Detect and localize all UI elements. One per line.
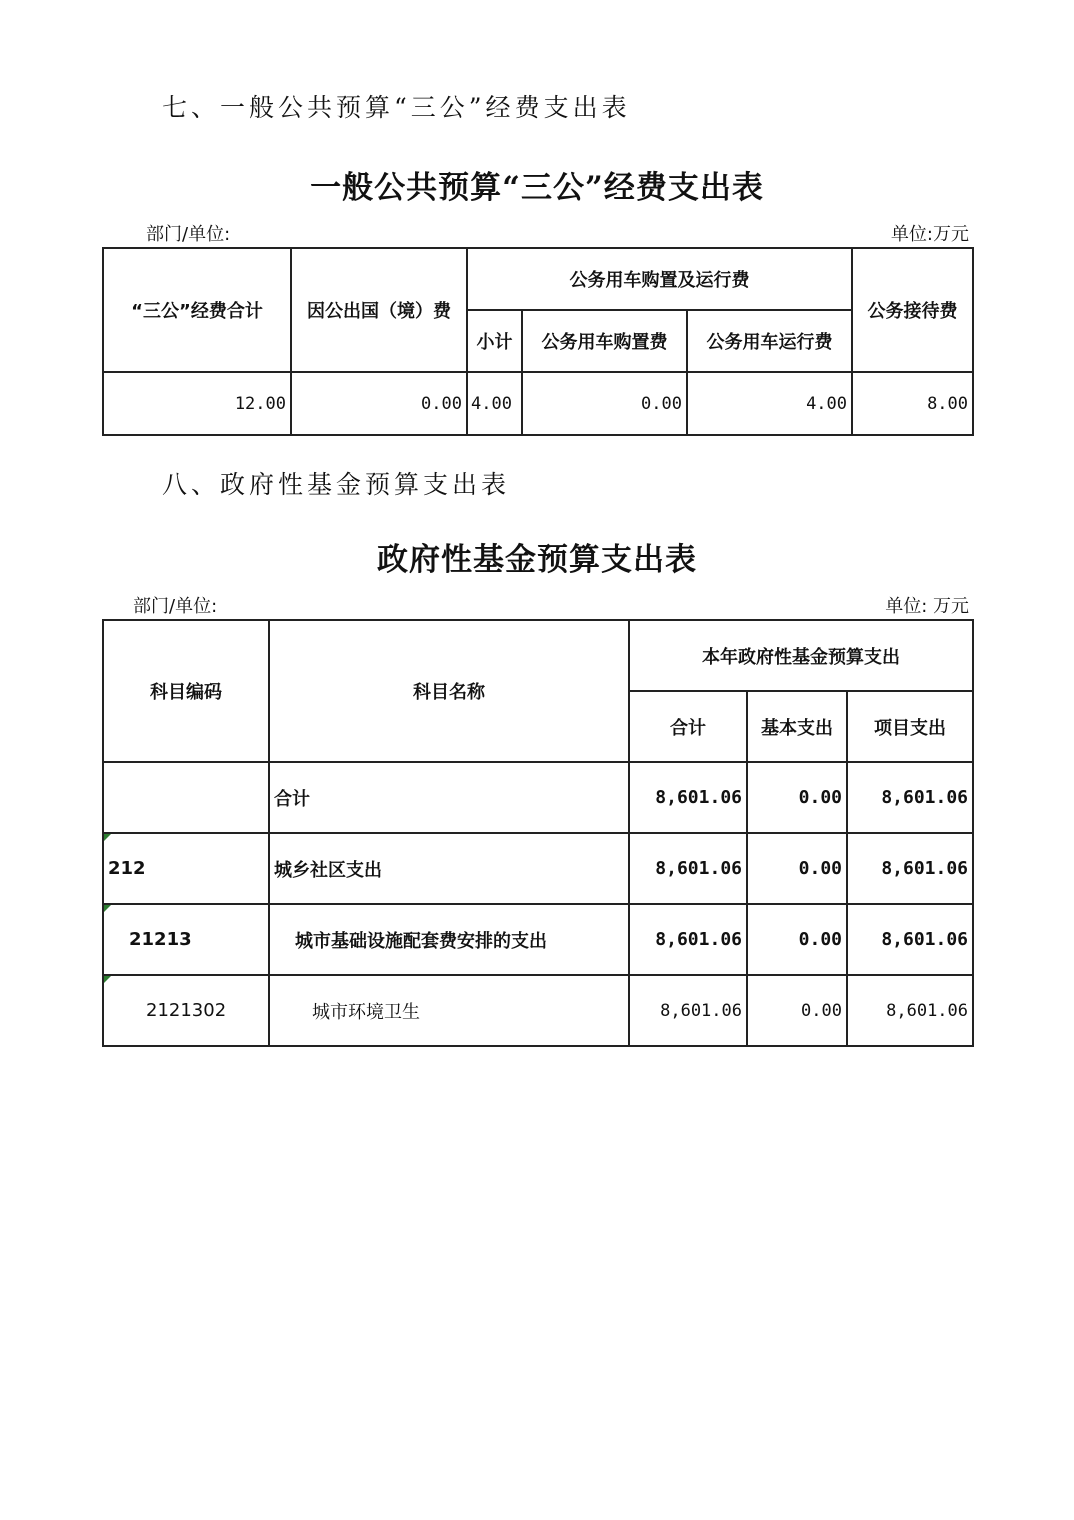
cell-code: 2121302 [103,975,269,1046]
cell-vehicle-purchase: 0.00 [522,372,687,435]
section7-table-title: 一般公共预算“三公”经费支出表 [310,170,764,206]
cell-project: 8,601.06 [847,904,973,975]
header-total: 合计 [629,691,747,762]
header-reception: 公务接待费 [852,248,973,372]
cell-total: 8,601.06 [629,975,747,1046]
cell-code [103,762,269,833]
cell-project: 8,601.06 [847,762,973,833]
cell-total: 8,601.06 [629,762,747,833]
header-vehicle-operation: 公务用车运行费 [687,310,852,372]
cell-three-public-total: 12.00 [103,372,291,435]
header-fund-expense-group: 本年政府性基金预算支出 [629,620,973,691]
cell-subtotal: 4.00 [467,372,522,435]
cell-reception: 8.00 [852,372,973,435]
section8-dept-label: 部门/单位: [133,596,218,617]
cell-total: 8,601.06 [629,904,747,975]
header-abroad: 因公出国（境）费 [291,248,467,372]
header-vehicle-purchase: 公务用车购置费 [522,310,687,372]
cell-name: 城乡社区支出 [269,833,629,904]
cell-project: 8,601.06 [847,833,973,904]
cell-name: 城市环境卫生 [269,975,629,1046]
cell-project: 8,601.06 [847,975,973,1046]
header-project: 项目支出 [847,691,973,762]
table-row [103,833,973,904]
header-subject-code: 科目编码 [103,620,269,762]
cell-abroad: 0.00 [291,372,467,435]
cell-name: 合计 [269,762,629,833]
cell-basic: 0.00 [747,833,847,904]
table-row [103,904,973,975]
table-row [103,762,973,833]
cell-basic: 0.00 [747,975,847,1046]
three-public-expense-table [102,247,974,436]
section7-heading: 七、一般公共预算“三公”经费支出表 [162,93,631,122]
section7-dept-label: 部门/单位: [146,224,231,245]
cell-code: 212 [103,833,269,904]
cell-code: 21213 [103,904,269,975]
section8-unit-label: 单位: 万元 [885,596,969,617]
section7-unit-label: 单位:万元 [890,224,969,245]
cell-vehicle-operation: 4.00 [687,372,852,435]
section8-heading: 八、政府性基金预算支出表 [162,470,511,499]
cell-basic: 0.00 [747,904,847,975]
header-basic: 基本支出 [747,691,847,762]
header-three-public-total: “三公”经费合计 [103,248,291,372]
header-vehicle-group: 公务用车购置及运行费 [467,248,852,310]
header-subtotal: 小计 [467,310,522,372]
table-row [103,975,973,1046]
cell-total: 8,601.06 [629,833,747,904]
cell-name: 城市基础设施配套费安排的支出 [269,904,629,975]
gov-fund-expense-table [102,619,974,1047]
header-subject-name: 科目名称 [269,620,629,762]
cell-basic: 0.00 [747,762,847,833]
section8-table-title: 政府性基金预算支出表 [377,542,697,578]
